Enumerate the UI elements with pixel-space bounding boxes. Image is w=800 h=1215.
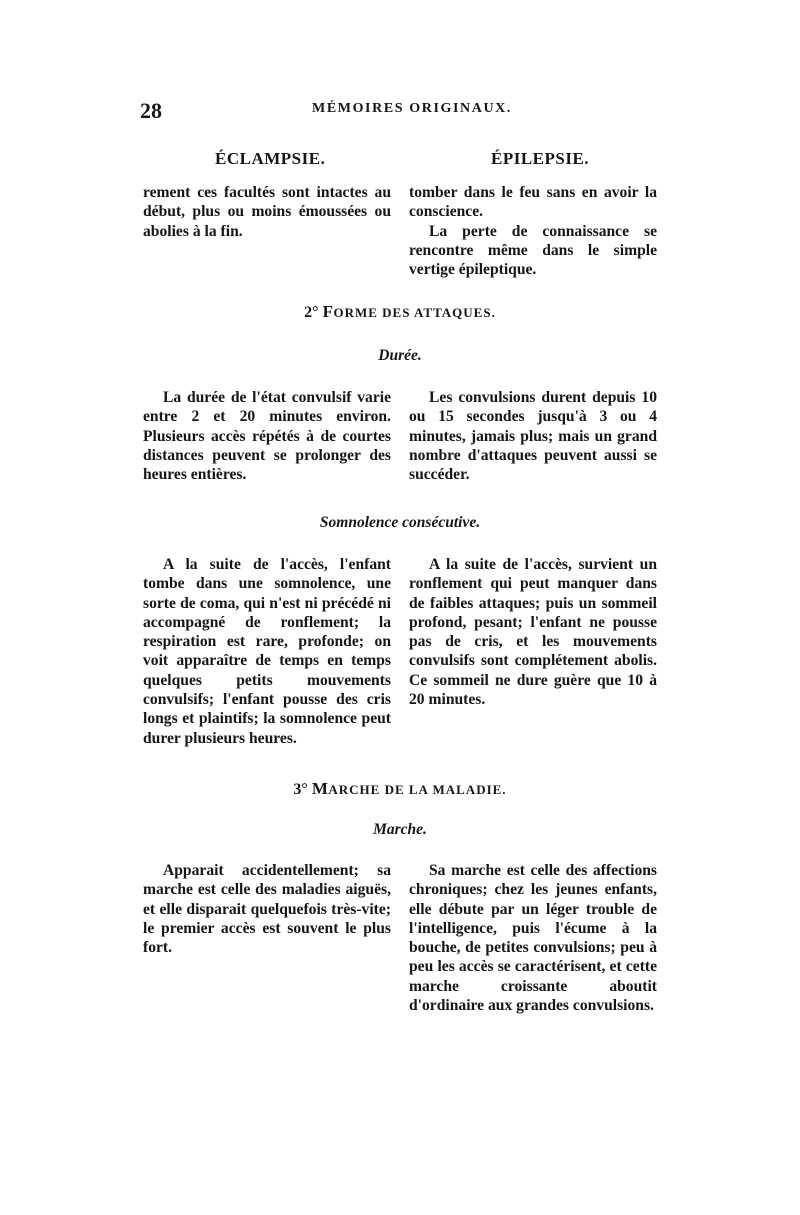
paragraph: A la suite de l'accès, survient un ronflement qui peut manquer dans de faibles attaques; puis un sommeil profond, pesant; l'enfant ne pousse pas de cris, et les mouvements convulsifs sont complétement abolis. Ce sommeil ne dure guère que 10 à 20 minutes. — [409, 556, 657, 709]
column-heading-epilepsie: ÉPILEPSIE. — [491, 149, 590, 168]
marche-left-column — [143, 861, 391, 957]
paragraph: tomber dans le feu sans en avoir la conscience. — [409, 184, 657, 221]
paragraph: La durée de l'état convulsif varie entre 2 et 20 minutes environ. Plusieurs accès répétés à de courtes distances peuvent se prolonger des heures entières. — [143, 389, 391, 484]
section-number: 2° — [304, 304, 319, 321]
intro-left-column — [143, 183, 391, 241]
paragraph: Sa marche est celle des affections chroniques; chez les jeunes enfants, elle débute par un léger trouble de l'intelligence, puis l'écume à la bouche, de petites convulsions; peu à peu les accès se caractérisent, et cette marche croissante aboutit d'ordinaire aux grandes convulsions. — [409, 862, 657, 1015]
section-heading-forme-des-attaques — [0, 302, 800, 322]
section-title: ARCHE DE LA MALADIE. — [328, 782, 507, 797]
somnolence-left-column — [143, 555, 391, 748]
paragraph: A la suite de l'accès, l'enfant tombe dans une somnolence, une sorte de coma, qui n'est ni précédé ni accompagné de ronflement; la respiration est rare, profonde; on voit apparaître de temps en temps quelques petits mouvements convulsifs; l'enfant pousse des cris longs et plaintifs; la somnolence peut durer plusieurs heures. — [143, 556, 391, 747]
intro-right-column — [409, 183, 657, 279]
paragraph: rement ces facultés sont intactes au début, plus ou moins émoussées ou abolies à la fin. — [143, 184, 391, 240]
section-title-initial: F — [322, 302, 334, 321]
duration-left-column — [143, 388, 391, 484]
subheading-marche: Marche. — [373, 821, 427, 838]
paragraph: Les convulsions durent depuis 10 ou 15 secondes jusqu'à 3 ou 4 minutes, jamais plus; mais un grand nombre d'attaques peuvent aussi se succéder. — [409, 389, 657, 484]
section-number: 3° — [293, 781, 308, 798]
duration-right-column — [409, 388, 657, 484]
section-heading-marche-de-la-maladie — [0, 779, 800, 799]
paragraph: Apparait accidentellement; sa marche est celle des maladies aiguës, et elle disparait quelquefois très-vite; le premier accès est souvent le plus fort. — [143, 862, 391, 957]
subheading-somnolence: Somnolence consécutive. — [319, 514, 481, 531]
section-title-initial: M — [311, 779, 329, 798]
marche-right-column — [409, 861, 657, 1015]
section-title: ORME DES ATTAQUES. — [333, 305, 496, 320]
column-heading-eclampsie: ÉCLAMPSIE. — [215, 149, 326, 168]
somnolence-right-column — [409, 555, 657, 709]
paragraph: La perte de connaissance se rencontre même dans le simple vertige épileptique. — [409, 222, 657, 279]
page-number: 28 — [140, 98, 162, 123]
subheading-duree: Durée. — [378, 347, 422, 364]
running-title: MÉMOIRES ORIGINAUX. — [312, 101, 512, 116]
